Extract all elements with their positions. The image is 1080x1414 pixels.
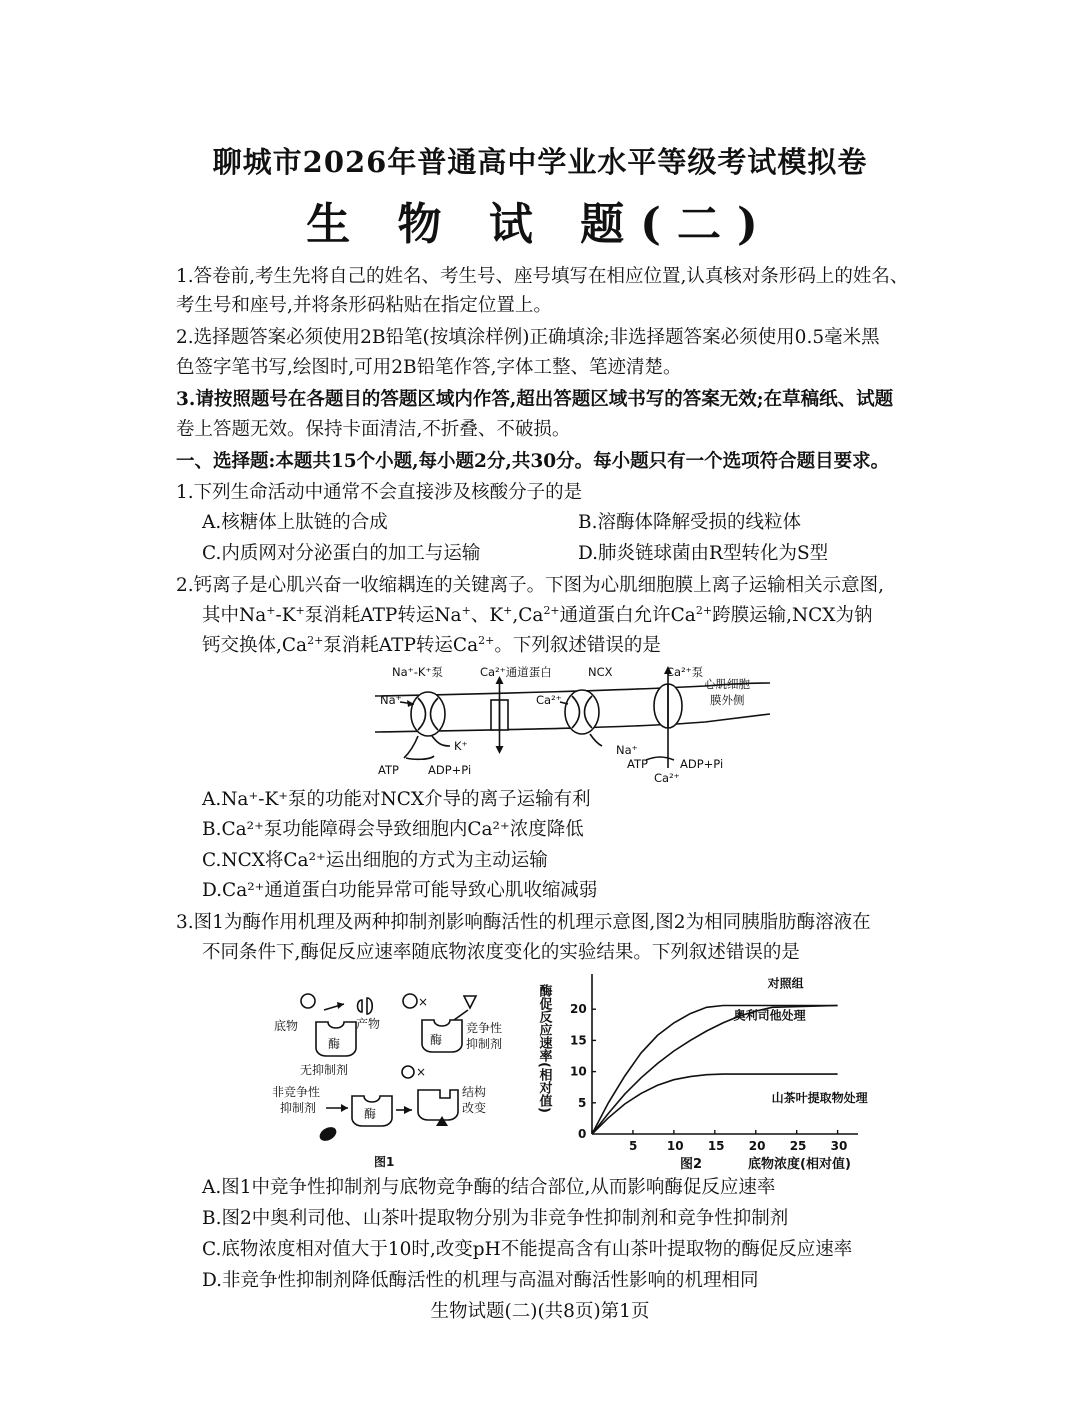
instruction-2-line-2: 色签字笔书写,绘图时,可用2B铅笔作答,字体工整、笔迹清楚。	[176, 357, 682, 378]
label-adp-1: ADP+Pi	[428, 763, 472, 777]
label-adp-2: ADP+Pi	[680, 757, 724, 771]
q2-option-a: A.Na⁺-K⁺泵的功能对NCX介导的离子运输有利	[202, 789, 591, 810]
page-footer: 生物试题(二)(共8页)第1页	[430, 1301, 650, 1322]
chart-x-tick-label: 5	[628, 1139, 638, 1153]
instruction-2-line-1: 2.选择题答案必须使用2B铅笔(按填涂样例)正确填涂;非选择题答案必须使用0.5毫米黑	[176, 327, 880, 348]
chart-y-label: 酶促反应速率(相对值)	[536, 984, 552, 1113]
label-atp-2: ATP	[627, 757, 648, 771]
label-na-ncx: Na⁺	[616, 743, 638, 757]
chart-y-tick-label: 10	[570, 1064, 587, 1079]
label-na-k-pump: Na⁺-K⁺泵	[392, 665, 443, 679]
label-outside-1: 心肌细胞	[704, 677, 750, 691]
label-atp-1: ATP	[378, 763, 399, 777]
label-structure-2: 改变	[462, 1101, 487, 1115]
q1-option-b: B.溶酶体降解受损的线粒体	[578, 512, 801, 533]
label-noncompetitive-2: 抑制剂	[280, 1101, 317, 1115]
q3-option-d: D.非竞争性抑制剂降低酶活性的机理与高温对酶活性影响的机理相同	[202, 1270, 759, 1291]
q1-option-a: A.核糖体上肽链的合成	[202, 512, 388, 533]
label-na-left: Na⁺	[380, 693, 402, 707]
q3-stem-line-2: 不同条件下,酶促反应速率随底物浓度变化的实验结果。下列叙述错误的是	[202, 942, 800, 963]
q1-option-d: D.肺炎链球菌由R型转化为S型	[578, 543, 829, 564]
label-k: K⁺	[454, 739, 468, 753]
q3-option-c: C.底物浓度相对值大于10时,改变pH不能提高含有山茶叶提取物的酶促反应速率	[202, 1239, 853, 1260]
q3-option-b: B.图2中奥利司他、山茶叶提取物分别为非竞争性抑制剂和竞争性抑制剂	[202, 1208, 789, 1229]
label-substrate: 底物	[274, 1019, 299, 1033]
instruction-1-line-2: 考生号和座号,并将条形码粘贴在指定位置上。	[176, 295, 552, 316]
chart-y-tick-label: 15	[570, 1033, 587, 1048]
label-enzyme-1: 酶	[328, 1037, 341, 1051]
label-enzyme-2: 酶	[430, 1033, 443, 1047]
label-enzyme-3: 酶	[364, 1107, 377, 1121]
instruction-3-line-1: 3.请按照题号在各题目的答题区域内作答,超出答题区域书写的答案无效;在草稿纸、试题	[176, 389, 894, 410]
reaction-rate-chart	[520, 974, 890, 1174]
q2-option-c: C.NCX将Ca²⁺运出细胞的方式为主动运输	[202, 850, 548, 871]
label-ca-pump: Ca²⁺泵	[666, 665, 704, 679]
chart-x-tick-label: 10	[666, 1139, 684, 1153]
svg-text:×: ×	[418, 995, 429, 1009]
membrane-transport-diagram	[370, 664, 775, 784]
chart-series-label-1: 对照组	[767, 976, 804, 991]
chart-series-label-2: 奥利司他处理	[733, 1008, 806, 1023]
chart-x-tick-label: 30	[830, 1139, 848, 1153]
label-structure-1: 结构	[462, 1085, 487, 1099]
chart-x-tick-label: 0	[578, 1127, 587, 1141]
label-competitive-1: 竞争性	[466, 1021, 503, 1035]
label-ca-ncx: Ca²⁺	[536, 693, 562, 707]
svg-text:×: ×	[416, 1065, 427, 1079]
label-fig1-caption: 图1	[374, 1155, 395, 1169]
chart-y-tick-label: 20	[570, 1002, 587, 1017]
chart-x-tick-label: 20	[748, 1139, 766, 1153]
exam-title: 聊城市2026年普通高中学业水平等级考试模拟卷	[212, 145, 868, 179]
q1-option-c: C.内质网对分泌蛋白的加工与运输	[202, 543, 481, 564]
chart-series-line-1	[592, 1006, 838, 1135]
chart-x-label: 底物浓度(相对值)	[748, 1157, 851, 1172]
label-ca-channel: Ca²⁺通道蛋白	[480, 665, 552, 679]
chart-y-tick-label: 5	[578, 1095, 587, 1110]
chart-series-label-3: 山茶叶提取物处理	[771, 1091, 868, 1106]
chart-title: 图2	[680, 1157, 703, 1172]
enzyme-mechanism-figure	[270, 986, 520, 1176]
section-heading: 一、选择题:本题共15个小题,每小题2分,共30分。每小题只有一个选项符合题目要求。	[176, 451, 890, 472]
instruction-3-line-2: 卷上答题无效。保持卡面清洁,不折叠、不破损。	[176, 419, 571, 440]
q2-stem-line-2: 其中Na+-K+泵消耗ATP转运Na+、$K^+,Ca^{2+}$通道蛋白允许$Ca^{2+}$跨膜运输,NCX为钠	[202, 603, 873, 626]
label-ncx: NCX	[588, 665, 613, 679]
label-ca-bottom: Ca²⁺	[654, 771, 680, 784]
instruction-1-line-1: 1.答卷前,考生先将自己的姓名、考生号、座号填写在相应位置,认真核对条形码上的姓名、	[176, 266, 909, 287]
subject-title: 生 物 试 题(二)	[306, 199, 774, 250]
label-noncompetitive-1: 非竞争性	[272, 1085, 321, 1099]
label-competitive-2: 抑制剂	[466, 1037, 503, 1051]
label-outside-2: 膜外侧	[710, 693, 745, 707]
label-no-inhibitor: 无抑制剂	[300, 1063, 349, 1077]
chart-x-tick-label: 25	[789, 1139, 807, 1153]
q3-option-a: A.图1中竞争性抑制剂与底物竞争酶的结合部位,从而影响酶促反应速率	[202, 1177, 776, 1198]
label-product: 产物	[356, 1017, 381, 1031]
q2-stem-line-3: 钙交换体$,Ca^{2+}$泵消耗ATP转运$Ca^{2+}$。下列叙述错误的是	[202, 633, 661, 656]
q2-option-b: B.Ca²⁺泵功能障碍会导致细胞内Ca²⁺浓度降低	[202, 819, 584, 840]
chart-x-tick-label: 15	[707, 1139, 725, 1153]
q2-option-d: D.Ca²⁺通道蛋白功能异常可能导致心肌收缩减弱	[202, 880, 598, 901]
q3-stem-line-1: 3.图1为酶作用机理及两种抑制剂影响酶活性的机理示意图,图2为相同胰脂肪酶溶液在	[176, 912, 871, 933]
q1-stem: 1.下列生命活动中通常不会直接涉及核酸分子的是	[176, 482, 583, 503]
q2-stem-line-1: 2.钙离子是心肌兴奋一收缩耦连的关键离子。下图为心肌细胞膜上离子运输相关示意图,	[176, 575, 885, 596]
